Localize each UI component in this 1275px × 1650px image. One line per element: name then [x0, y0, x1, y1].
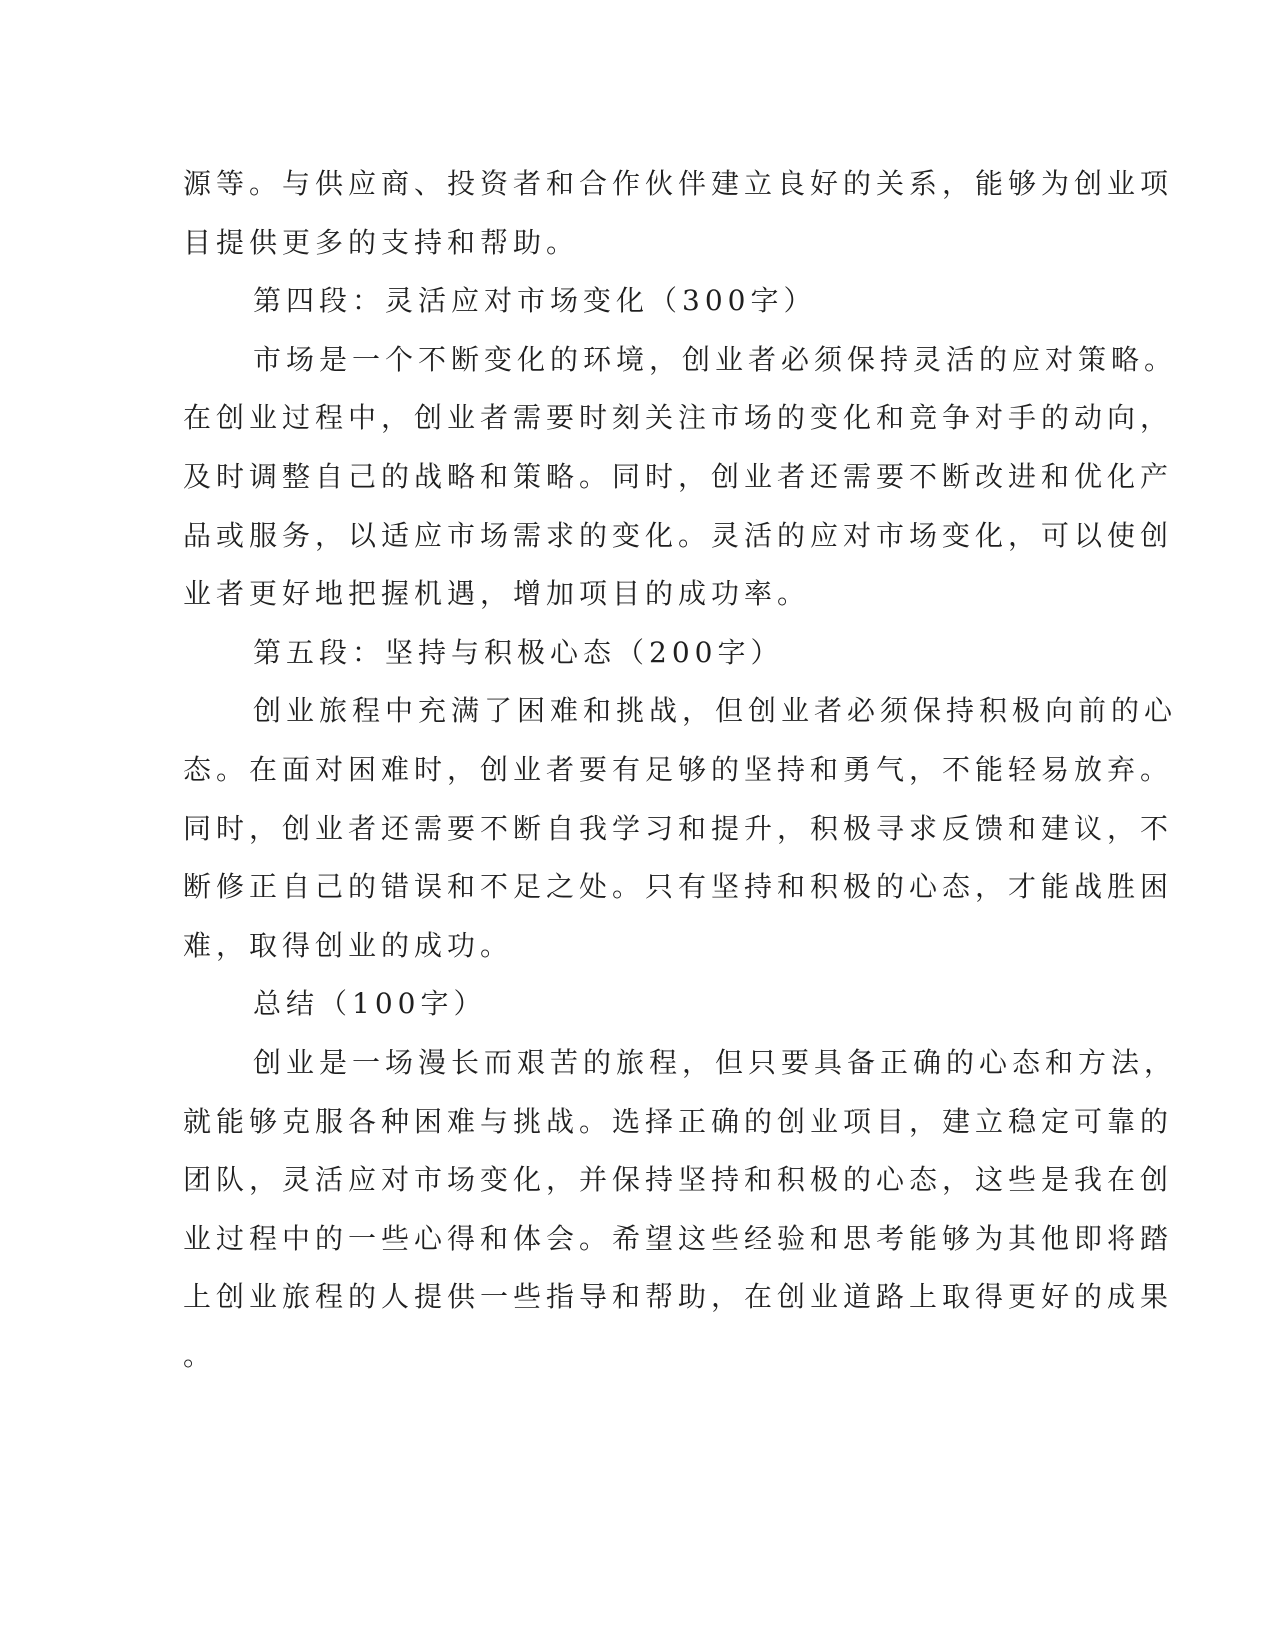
text-line: 难，取得创业的成功。 [183, 928, 514, 962]
text-line: 断修正自己的错误和不足之处。只有坚持和积极的心态，才能战胜困 [183, 870, 1174, 904]
section-heading: 总结（100字） [253, 987, 487, 1021]
text-line: 源等。与供应商、投资者和合作伙伴建立良好的关系，能够为创业项 [183, 167, 1174, 200]
section-heading: 第五段：坚持与积极心态（200字） [253, 635, 784, 669]
text-line: 目提供更多的支持和帮助。 [183, 225, 580, 259]
text-line: 团队，灵活应对市场变化，并保持坚持和积极的心态，这些是我在创 [183, 1163, 1174, 1197]
text-line: 就能够克服各种困难与挑战。选择正确的创业项目，建立稳定可靠的 [183, 1104, 1174, 1138]
text-line: 在创业过程中，创业者需要时刻关注市场的变化和竞争对手的动向， [183, 401, 1174, 435]
text-line: 。 [183, 1338, 217, 1372]
document-body [183, 155, 1178, 1385]
text-line: 态。在面对困难时，创业者要有足够的坚持和勇气，不能轻易放弃。 [183, 752, 1174, 786]
text-line: 上创业旅程的人提供一些指导和帮助，在创业道路上取得更好的成果 [183, 1280, 1174, 1314]
text-line: 品或服务，以适应市场需求的变化。灵活的应对市场变化，可以使创 [183, 518, 1174, 552]
text-line: 同时，创业者还需要不断自我学习和提升，积极寻求反馈和建议，不 [183, 811, 1174, 845]
text-line: 及时调整自己的战略和策略。同时，创业者还需要不断改进和优化产 [183, 459, 1174, 493]
section-heading: 第四段：灵活应对市场变化（300字） [253, 284, 817, 318]
text-line: 业过程中的一些心得和体会。希望这些经验和思考能够为其他即将踏 [183, 1221, 1174, 1255]
text-line: 业者更好地把握机遇，增加项目的成功率。 [183, 577, 811, 611]
text-line: 市场是一个不断变化的环境，创业者必须保持灵活的应对策略。 [253, 342, 1178, 376]
text-line: 创业旅程中充满了困难和挑战，但创业者必须保持积极向前的心 [253, 694, 1178, 728]
text-line: 创业是一场漫长而艰苦的旅程，但只要具备正确的心态和方法， [253, 1045, 1178, 1079]
